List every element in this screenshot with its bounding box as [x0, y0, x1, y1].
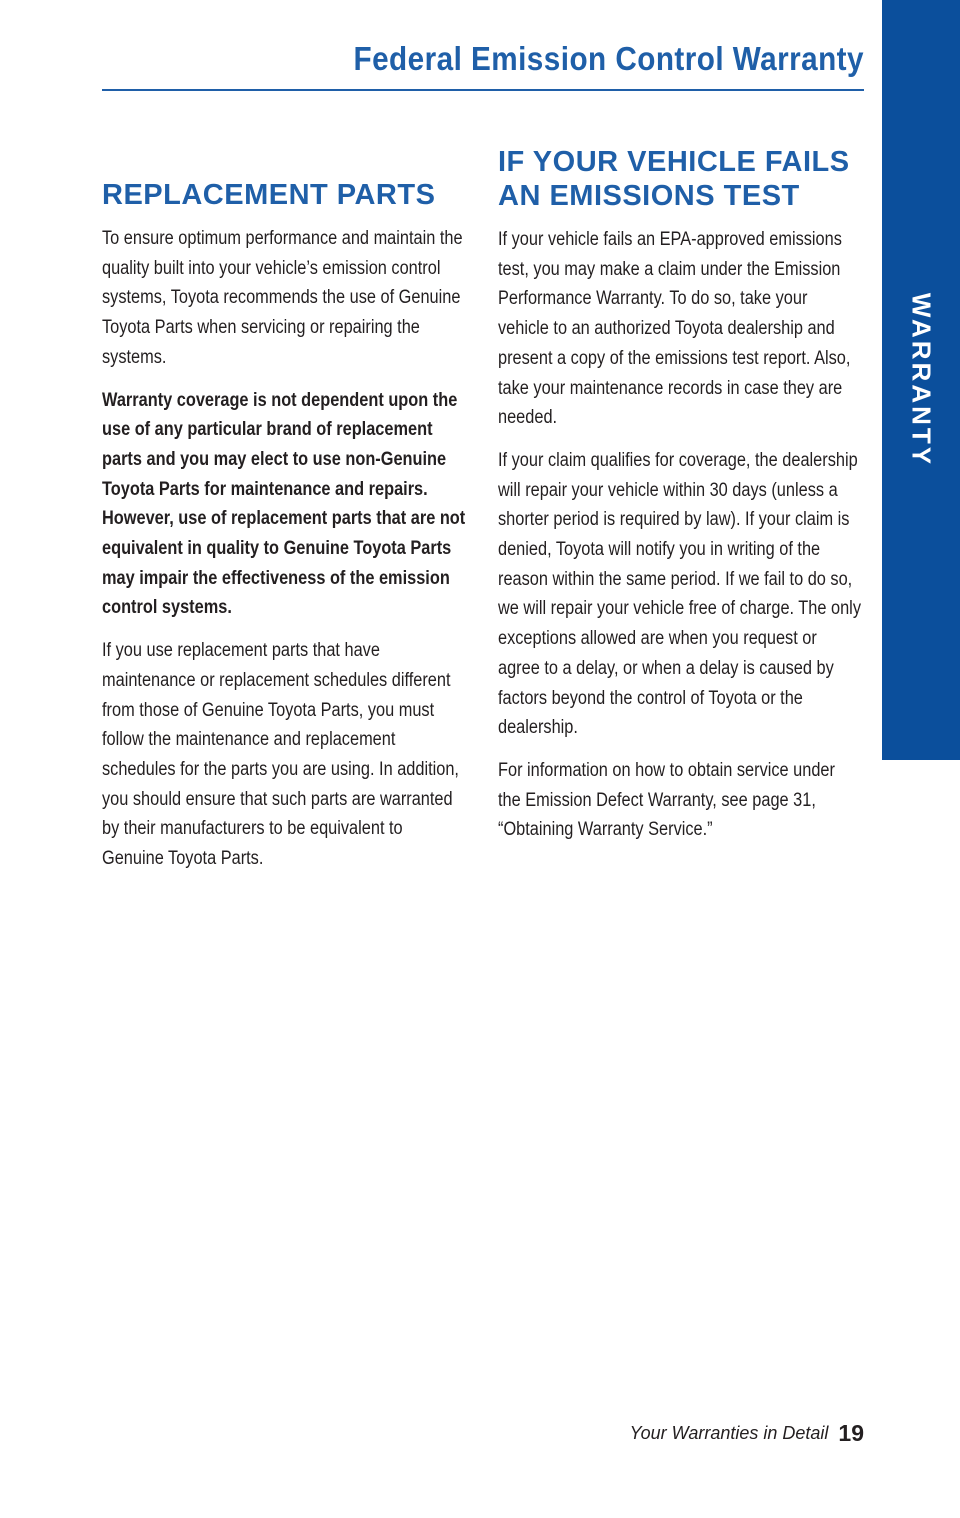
emissions-test-paragraph: For information on how to obtain service under the Emission Defect Warranty, see page 31, “Obtaining Warranty Service.” [498, 759, 835, 841]
replacement-parts-paragraph: If you use replacement parts that have maintenance or replacement schedules different from those of Genuine Toyota Parts, you must follow the maintenance and replacement schedules for the parts you are using. In addition, you should ensure that such parts are warranted by their manufacturers to be equivalent to Genuine Toyota Parts. [102, 640, 459, 870]
emissions-test-column [498, 145, 862, 858]
emissions-test-paragraph: If your vehicle fails an EPA-approved emissions test, you may make a claim under the Emission Performance Warranty. To do so, take your vehicle to an authorized Toyota dealership and present a copy of the emissions test report. Also, take your maintenance records in case they are needed. [498, 229, 851, 429]
emissions-test-heading-line2: AN EMISSIONS TEST [498, 180, 800, 212]
side-tab-label: WARRANTY [906, 292, 937, 468]
emissions-test-paragraph: If your claim qualifies for coverage, the dealership will repair your vehicle within 30 days (unless a shorter period is required by law). If your claim is denied, Toyota will notify you in writing of the reason within the same period. If we fail to do so, we will repair your vehicle free of charge. The only exceptions allowed are when you request or agree to a delay, or when a delay is caused by factors beyond the control of Toyota or the dealership. [498, 449, 861, 739]
emissions-test-heading [498, 145, 862, 213]
replacement-parts-heading: REPLACEMENT PARTS [102, 179, 436, 211]
replacement-parts-paragraph: To ensure optimum performance and maintain the quality built into your vehicle’s emission control systems, Toyota recommends the use of Genuine Toyota Parts when servicing or repairing the systems. [102, 228, 463, 368]
footer-label: Your Warranties in Detail [629, 1423, 829, 1443]
page-title: Federal Emission Control Warranty [353, 40, 864, 77]
replacement-parts-column [102, 178, 466, 887]
title-divider [102, 89, 864, 91]
section-side-tab [882, 0, 960, 760]
replacement-parts-coverage-note: Warranty coverage is not dependent upon the use of any particular brand of replacement parts and you may elect to use non-Genuine Toyota Parts for maintenance and repairs. However, use of replacement parts that are not equivalent in quality to Genuine Toyota Parts may impair the effectiveness of the emission control systems. [102, 389, 466, 619]
page-number: 19 [838, 1420, 864, 1446]
page-footer [630, 1420, 864, 1447]
emissions-test-heading-line1: IF YOUR VEHICLE FAILS [498, 146, 850, 178]
